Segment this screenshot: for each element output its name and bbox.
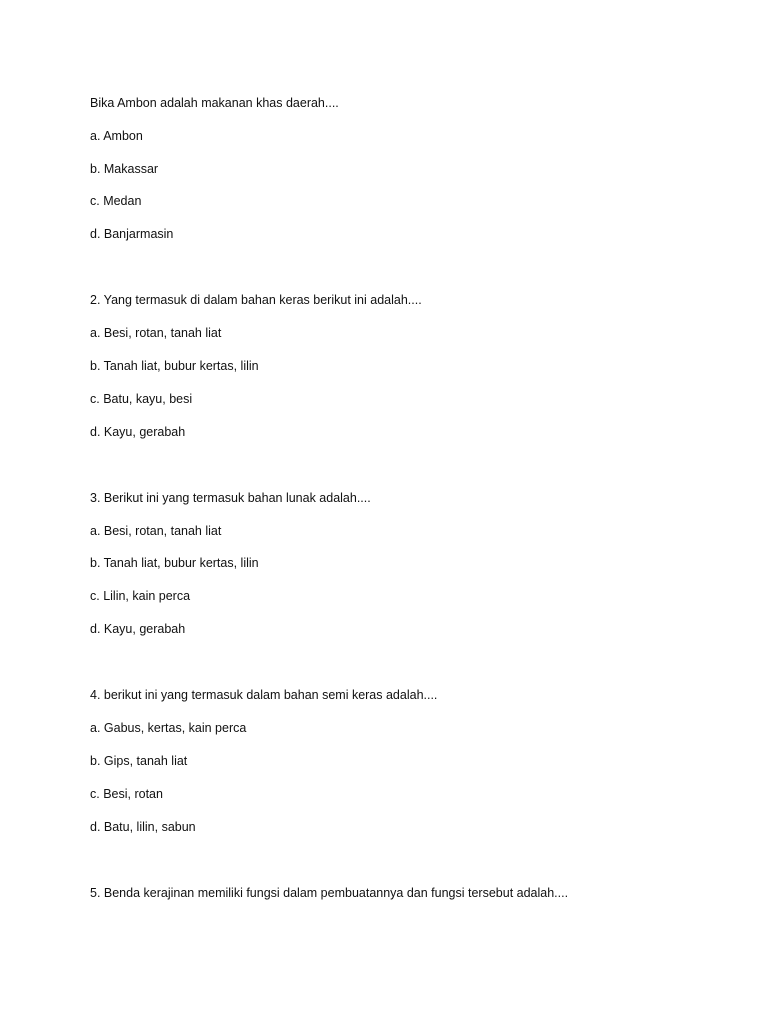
question-4-option-c: c. Besi, rotan	[90, 787, 163, 801]
question-3-option-c: c. Lilin, kain perca	[90, 589, 191, 603]
question-4-text: 4. berikut ini yang termasuk dalam bahan semi keras adalah....	[90, 688, 438, 702]
question-1-option-b: b. Makassar	[90, 162, 159, 176]
question-2-text: 2. Yang termasuk di dalam bahan keras berikut ini adalah....	[90, 293, 422, 307]
question-2-option-b: b. Tanah liat, bubur kertas, lilin	[90, 359, 259, 373]
question-4-option-d: d. Batu, lilin, sabun	[90, 820, 196, 834]
question-1-option-a: a. Ambon	[90, 129, 143, 143]
question-3-text: 3. Berikut ini yang termasuk bahan lunak adalah....	[90, 491, 371, 505]
question-4-option-a: a. Gabus, kertas, kain perca	[90, 721, 247, 735]
question-3-option-a: a. Besi, rotan, tanah liat	[90, 524, 222, 538]
question-1-option-c: c. Medan	[90, 194, 142, 208]
question-2-option-a: a. Besi, rotan, tanah liat	[90, 326, 222, 340]
question-2-option-d: d. Kayu, gerabah	[90, 425, 186, 439]
question-1-text: Bika Ambon adalah makanan khas daerah....	[90, 96, 339, 110]
question-4-option-b: b. Gips, tanah liat	[90, 754, 188, 768]
question-3-option-d: d. Kayu, gerabah	[90, 622, 186, 636]
question-2-option-c: c. Batu, kayu, besi	[90, 392, 193, 406]
question-3-option-b: b. Tanah liat, bubur kertas, lilin	[90, 556, 259, 570]
question-5-text: 5. Benda kerajinan memiliki fungsi dalam pembuatannya dan fungsi tersebut adalah....	[90, 886, 569, 900]
question-1-option-d: d. Banjarmasin	[90, 227, 174, 241]
